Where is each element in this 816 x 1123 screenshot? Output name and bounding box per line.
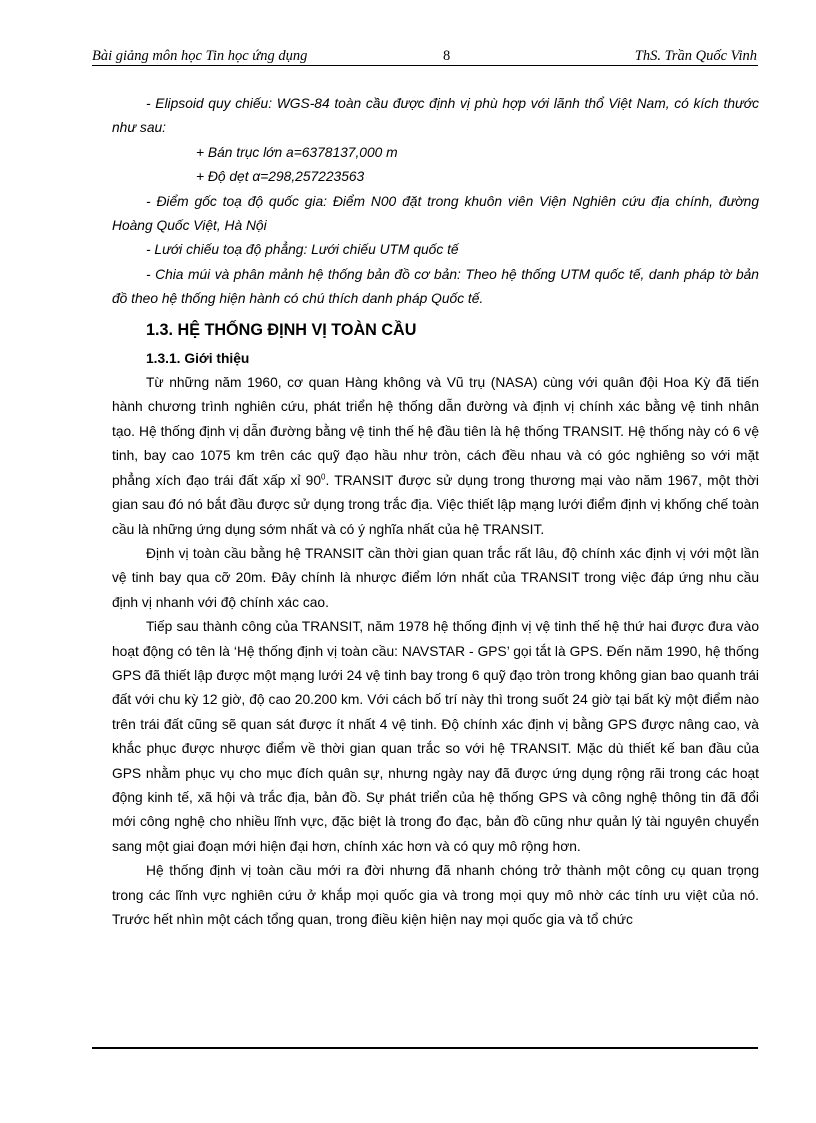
page-number: 8 (443, 48, 451, 64)
paragraph-gps-introduction: Tiếp sau thành công của TRANSIT, năm 1978 hệ thống định vị vệ tinh thế hệ thứ hai được đưa vào hoạt động có tên là ‘Hệ thống định vị toàn cầu: NAVSTAR - GPS’ gọi tắt là GPS. Đến năm 1990, hệ thống GPS đã thiết lập được một mạng lưới 24 vệ tinh bay trong 6 quỹ đạo tròn trong không gian bao quanh trái đất với chu kỳ 12 giờ, độ cao 20.200 km. Với cách bố trí này thì trong suốt 24 giờ tại bất kỳ một điểm nào trên trái đất cũng sẽ quan sát được ít nhất 4 vệ tinh. Độ chính xác định vị bằng GPS được nâng cao, và khắc phục được nhược điểm về thời gian quan trắc so với hệ TRANSIT. Mặc dù thiết kế ban đầu của GPS nhằm phục vụ cho mục đích quân sự, nhưng ngày nay đã được ứng dụng rộng rãi trong các hoạt động kinh tế, xã hội và trắc địa, bản đồ. Sự phát triển của hệ thống GPS và công nghệ thông tin đã đổi mới công nghệ cho nhiều lĩnh vực, đặc biệt là trong đo đạc, bản đồ cũng như quản lý tài nguyên chuyển sang một giai đoạn mới hiện đại hơn, chính xác hơn và có quy mô rộng hơn. (112, 619, 759, 854)
paragraph-transit-history-text: Từ những năm 1960, cơ quan Hàng không và Vũ trụ (NASA) cùng với quân đội Hoa Kỳ đã tiến hành chương trình nghiên cứu, phát triển hệ thống dẫn đường và định vị chính xác bằng vệ tinh nhân tạo. Hệ thống định vị dẫn đường bằng vệ tinh thế hệ đầu tiên là hệ thống TRANSIT. Hệ thống này có 6 vệ tinh, bay cao 1075 km trên các quỹ đạo hầu như tròn, cách đều nhau và có góc nghiêng so với mặt phẳng xích đạo trái đất xấp xỉ 90 (112, 375, 759, 488)
header-course-title: Bài giảng môn học Tin học ứng dụng (92, 48, 308, 64)
page-body (112, 92, 759, 932)
header-author: ThS. Trần Quốc Vinh (634, 48, 757, 64)
section-heading: 1.3. HỆ THỐNG ĐỊNH VỊ TOÀN CẦU (146, 320, 417, 339)
paragraph-map-division: - Chia múi và phân mảnh hệ thống bản đồ cơ bản: Theo hệ thống UTM quốc tế, danh pháp tờ bản đồ theo hệ thống hiện hành có chú thích danh pháp Quốc tế. (112, 266, 759, 307)
paragraph-ellipsoid: - Elipsoid quy chiếu: WGS-84 toàn cầu được định vị phù hợp với lãnh thổ Việt Nam, có kích thước như sau: (112, 96, 759, 136)
footer-divider (92, 1047, 758, 1049)
paragraph-transit-limitations: Định vị toàn cầu bằng hệ TRANSIT cần thời gian quan trắc rất lâu, độ chính xác định vị với một lần vệ tinh bay qua cỡ 20m. Đây chính là nhược điểm lớn nhất của TRANSIT trong việc đáp ứng nhu cầu định vị nhanh với độ chính xác cao. (112, 545, 759, 610)
paragraph-flattening: + Độ dẹt α=298,257223563 (196, 169, 365, 185)
degree-superscript: 0 (321, 472, 326, 482)
paragraph-projection: - Lưới chiếu toạ độ phẳng: Lưới chiếu UTM quốc tế (146, 242, 459, 258)
subsection-heading: 1.3.1. Giới thiệu (146, 350, 250, 366)
paragraph-semi-major-axis: + Bán trục lớn a=6378137,000 m (196, 144, 398, 160)
paragraph-gps-importance: Hệ thống định vị toàn cầu mới ra đời nhưng đã nhanh chóng trở thành một công cụ quan trọng trong các lĩnh vực nghiên cứu ở khắp mọi quốc gia và trong mọi quy mô nhờ các tính ưu việt của nó. Trước hết nhìn một cách tổng quan, trong điều kiện hiện nay mọi quốc gia và tổ chức (112, 863, 759, 927)
paragraph-origin-point: - Điểm gốc toạ độ quốc gia: Điểm N00 đặt trong khuôn viên Viện Nghiên cứu địa chính, đường Hoàng Quốc Việt, Hà Nội (112, 193, 759, 234)
paragraph-transit-history-rest: . TRANSIT được sử dụng trong thương mại vào năm 1967, một thời gian sau đó nó bắt đầu được sử dụng trong trắc địa. Việc thiết lập mạng lưới điểm định vị khống chế toàn cầu là những ứng dụng sớm nhất và có ý nghĩa nhất của hệ TRANSIT. (112, 472, 759, 537)
paragraph-transit-history (112, 371, 759, 542)
header-divider (92, 65, 758, 66)
